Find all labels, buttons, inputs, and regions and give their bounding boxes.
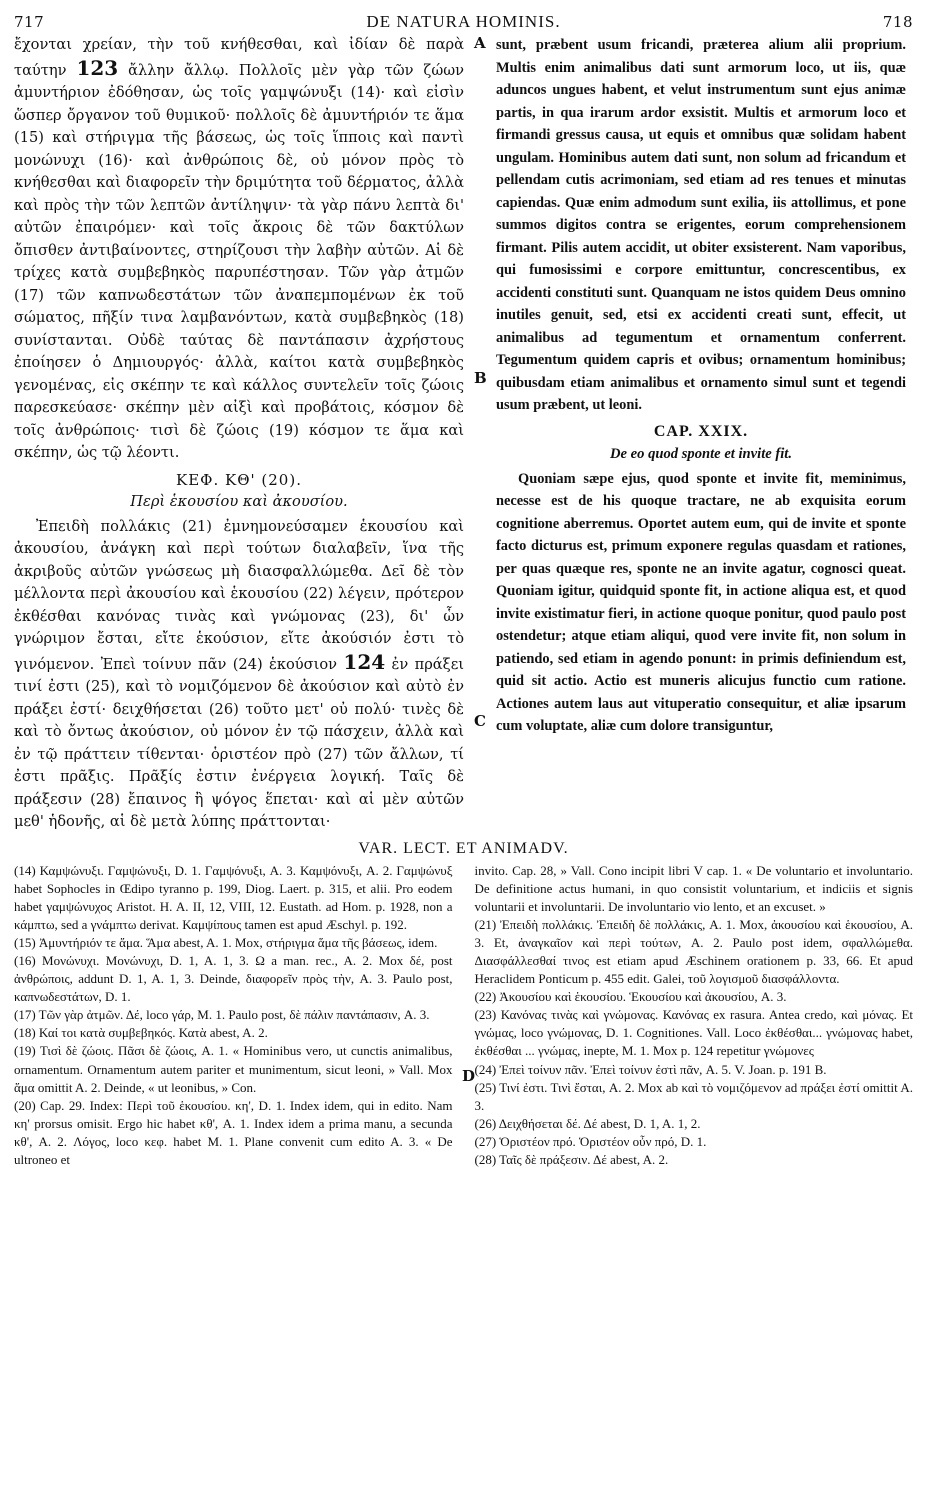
text-columns [14, 34, 913, 834]
left-page-number: 717 [14, 13, 45, 31]
note-23: (23) Κανόνας τινὰς καὶ γνώμονας. Κανόνας ex rasura. Antea credo, καὶ μόνας. Et γνώμας, loco γνώμονας, D. 1. Cognitiones. Vall. Loco ἐκθέσθαι... γνώμονας habet, ἐκθέσθαι ... γνώμας, inepte, M. 1. Mox p. 124 repetitur γνώμονες [474, 1007, 913, 1059]
note-19: (19) Τισὶ δὲ ζώοις. Πᾶσι δὲ ζώοις, A. 1. « Hominibus vero, ut cunctis animalibus, ornamentum. Ornamentum autem pariter et munimentum, sicut leoni, » Vall. Mox ἅμα omittit A. 2. Deinde, « ut leonibus, » Con. [14, 1043, 453, 1095]
margin-letter-a: A [474, 34, 486, 52]
greek-text-2b: ἐν πράξει τινί ἐστι (25), καὶ τὸ νομιζόμενον δὲ ἀκούσιον καὶ αὐτὸ ἐν πράξει ἐστί· δειχθήσεται (26) τοῦτο μετ' οὐ πολύ· τινὲς δὲ καὶ τὸ ὄντως ἀκούσιον, οὐ μόνον ἐν τῷ πάσχειν, ἀλλὰ καὶ ἐν τῷ πράττειν τίθενται· ὁριστέον πρὸ (27) τῶν ἄλλων, τί ἐστι πρᾶξις. Πρᾶξίς ἐστιν ἐνέργεια λογική. Ταῖς δὲ πράξεσιν (28) ἔπαινος ἢ ψόγος ἕπεται· καὶ αἱ μὲν αὐτῶν μεθ' ἡδονῆς, αἱ δὲ μετὰ λύπης πράττονται· [14, 655, 464, 830]
note-22: (22) Ἀκουσίου καὶ ἑκουσίου. Ἑκουσίου καὶ ἀκουσίου, A. 3. [474, 989, 787, 1005]
note-20: (20) Cap. 29. Index: Περὶ τοῦ ἑκουσίου. κη', D. 1. Index idem, qui in edito. Nam κη' prorsus omisit. Ergo hic habet κθ', A. 1. Index idem a prima manu, a secunda κθ', A. 2. Λόγος, loco κεφ. habet M. 1. Plane convenit cum edito A. 3. « De ultroneo et [14, 1097, 453, 1167]
note-14: (14) Καμψώνυξι. Γαμψώνυξι, D. 1. Γαμψόνυξι, A. 3. Καμψόνυξι, A. 2. Γαμψώνυξ habet Sophocles in Œdipo tyranno p. 199, Diog. Laert. p. 315, et alii. Pro eodem habet γαμψώνυχος Aristot. H. A. II, 12, VIII, 12. Eustath. ad Hom. p. 1928, non a κάμπτω, sed a γνάμπτω derivat. Καμψίπους tamen est apud Æschyl. p. 192. [14, 862, 453, 932]
note-24: (24) Ἐπεὶ τοίνυν πᾶν. Ἐπεὶ τοίνυν ἐστὶ πᾶν, A. 5. V. Joan. p. 191 B. [474, 1061, 827, 1077]
migne-column-number: 123 [76, 55, 119, 80]
running-head [14, 12, 913, 34]
margin-letter-c: C [474, 712, 486, 730]
greek-paragraph-2 [14, 516, 464, 834]
note-27: (27) Ὁριστέον πρό. Ὁριστέον οὖν πρό, D. 1. [474, 1133, 707, 1149]
notes-right-column [475, 862, 914, 1170]
notes-left-column [14, 862, 453, 1170]
page-title: DE NATURA HOMINIS. [366, 12, 561, 31]
latin-paragraph-1: sunt, præbent usum fricandi, præterea alium alii proprium. Multis enim animalibus dati sunt armorum loco, ut iis, quæ aduncos ungues habent, et velut instrumentum sunt ejus animæ partis, in qua irarum ardor exsistit. Multis et armorum loco et firmandi gressus causa, ut equis et omnibus quæ solidam habent ungulam. Hominibus autem dati sunt, non solum ad fricandum et pellendam cutis acrimoniam, sed etiam ad res tenues et minutas capiendas. Quæ enim admodum sunt exilia, iis attollimus, et pone summos digitos contra se erigentes, eorum comprehensionem firmant. Pilis autem accidit, ut obiter exsisterent. Nam vaporibus, qui fumosissimi e corpore emittuntur, concrescentibus, ex accidenti constituti sunt. Quanquam ne istos quidem Deus omnino inutiles genuit, sed, etsi ex accidenti creati sunt, effecit, ut animalibus ad tegumentum et ornamentum conferrent. Tegumentum quidem capris et ovibus; ornamentum hominibus; quibusdam etiam animalibus et ornamento simul sunt et tegendi usum præbent, ut leoni. [496, 37, 906, 413]
note-16: (16) Μονώνυχι. Μονώνυχι, D. 1, A. 1, 3. Ω a man. rec., A. 2. Mox δέ, post ἀνθρώποις, addunt D. 1, A. 1, 3. Deinde, διαφορεῖν πρὸς τὴν, A. 3. Paulo post, καπνωδεστάτων, D. 1. [14, 952, 453, 1005]
notes-section [14, 862, 913, 1170]
greek-text-1b: ἄλλην ἄλλῳ. Πολλοῖς μὲν γὰρ τῶν ζώων ἀμυντήριον ἐδόθησαν, ὡς τοῖς γαμψώνυξι (14)· καὶ εἰσὶν ὥσπερ ὄργανον τοῦ θυμικοῦ· πολλοῖς δὲ ἀμυντήριόν τε ἅμα (15) καὶ στήριγμα τῆς βάσεως, ὡς τοῖς ἵπποις καὶ παντὶ μονώνυχι (16)· καὶ ἀνθρώποις δὲ, οὐ μόνον πρὸς τὸ κνήθεσθαι καὶ διαφορεῖν τὴν δριμύτητα τοῦ δέρματος, ἀλλὰ καὶ πρὸς τὴν τῶν λεπτῶν ἀντίληψιν· τὰ γὰρ πάνυ λεπτὰ δι' αὐτῶν ἐπαιρόμεν· καὶ τοῖς ἄκροις δὲ τῶν δακτύλων ὄπισθεν ἀντιβαίνοντες, στηρίζουσι τὴν λαβὴν αὐτῶν. Αἱ δὲ τρίχες κατὰ συμβεβηκὸς παρυπέστησαν. Τῶν γὰρ ἀτμῶν (17) τῶν καπνωδεστάτων τῶν ἀναπεμπομένων ἐκ τοῦ σώματος, πῆξίν τινα λαμβανόντων, κατὰ συμβεβηκὸς (18) συνίστανται. Οὐδὲ ταύτας δὲ παντάπασιν ἀχρήστους ἐποίησεν ὁ Δημιουργός· ἀλλὰ, καίτοι κατὰ συμβεβηκὸς γενομένας, εἰς σκέπην τε καὶ κάλλος συντελεῖν τοῖς ζώοις παρεσκεύασε· σκέπην μὲν αἰξὶ καὶ προβάτοις, κόσμον δὲ τοῖς ἀνθρώποις· τισὶ δὲ ζώοις (19) κόσμον τε ἅμα καὶ σκέπην, ὡς τῷ λέοντι. [14, 61, 465, 461]
right-page-number: 718 [882, 13, 913, 31]
greek-text-2a: Ἐπειδὴ πολλάκις (21) ἐμνημονεύσαμεν ἑκουσίου καὶ ἀκουσίου, ἀνάγκη καὶ περὶ τούτων διαλαβεῖν, ἵνα τῆς ἀκριβοῦς αὐτῶν γνώσεως μὴ διασφαλλώμεθα. Δεῖ δὲ τὸν μέλλοντα περὶ ἀκουσίου καὶ ἑκουσίου (22) λέγειν, πρότερον ἐκθέσθαι κανόνας τινὰς καὶ γνώμονας (23), δι' ὧν γνώριμον ἔσται, εἴτε ἑκούσιον, εἴτε ἀκούσιόν ἐστι τὸ γινόμενον. Ἐπεὶ τοίνυν πᾶν (24) ἑκούσιον [14, 517, 464, 673]
latin-chapter-title: CAP. XXIX. [653, 422, 749, 440]
greek-chapter-subtitle: Περὶ ἑκουσίου καὶ ἀκουσίου. [130, 493, 348, 510]
greek-chapter-title: ΚΕΦ. ΚΘ' (20). [176, 470, 302, 489]
margin-letter-b: B [474, 369, 487, 387]
margin-letters [474, 34, 486, 834]
note-17: (17) Τῶν γὰρ ἀτμῶν. Δέ, loco γάρ, M. 1. Paulo post, δὲ πάλιν παντάπασιν, A. 3. [14, 1007, 430, 1023]
notes-header: VAR. LECT. ET ANIMADV. [358, 839, 569, 857]
latin-chapter-subtitle: De eo quod sponte et invite fit. [610, 446, 792, 462]
note-28: (28) Ταῖς δὲ πράξεσιν. Δέ abest, A. 2. [474, 1152, 669, 1167]
migne-column-number: 124 [343, 649, 386, 674]
latin-paragraph-2: Quoniam sæpe ejus, quod sponte et invite fit, meminimus, necesse est de his quoque tractare, ne ab exquisita eorum cognitione aberremus. Oportet autem eum, qui de invite et sponte facto dicturus est, primum exponere regulas quasdam et rationes, per quas quæque res, sponte ne an invite agatur, cognosci queat. Quoniam igitur, quidquid sponte fit, in actione aliqua est, et quod invite existimatur fieri, in actione quoque ponitur, quod paulo post ostendetur; atque etiam aliqui, quod vere invite fit, non solum in patiendo, sed etiam in agendo ponunt: in primis definiendum est, quid sit actio. Actio est muneris alicujus functio cum ratione. Actiones autem laus aut vituperatio consequitur, et aliæ ipsarum cum voluptate, aliæ cum dolore transiguntur, [496, 470, 906, 734]
greek-text-1a: ἔχονται χρείαν, τὴν τοῦ κνήθεσθαι, καὶ ἰδίαν δὲ παρὰ ταύτην [14, 36, 464, 79]
margin-letter-d: D [462, 1066, 476, 1085]
note-21: (21) Ἐπειδὴ πολλάκις. Ἐπειδὴ δὲ πολλάκις, A. 1. Mox, ἀκουσίου καὶ ἑκουσίου, A. 3. Et, ἀναγκαῖον καὶ περὶ τούτων, A. 2. Paulo post idem, σφαλλώμεθα. Διασφάλλεσθαί τινος est etiam apud Æschinem orationem p. 33, 66. Et apud Heraclidem Ponticum p. 455 edit. Galei, τοῦ λογισμοῦ διασφάλλοντα. [474, 916, 913, 987]
greek-paragraph-1 [14, 34, 464, 465]
note-15: (15) Ἀμυντήριόν τε ἅμα. Ἅμα abest, A. 1. Mox, στήριγμα ἅμα τῆς βάσεως, idem. [14, 934, 438, 950]
note-18: (18) Καί τοι κατὰ συμβεβηκός. Κατὰ abest, A. 2. [14, 1025, 268, 1041]
greek-column [14, 34, 464, 834]
note-26: (26) Δειχθήσεται δέ. Δέ abest, D. 1, A. 1, 2. [474, 1115, 701, 1131]
note-20-cont: invito. Cap. 28, » Vall. Cono incipit libri V cap. 1. « De voluntario et involuntario. De definitione actus humani, in quo consistit voluntarium, et indiciis et signis voluntarii et involuntarii. De involuntario vio lento, et an excuset. » [474, 862, 913, 914]
latin-column [496, 34, 906, 834]
note-25: (25) Τινί ἐστι. Τινὶ ἔσται, A. 2. Mox ab καὶ τὸ νομιζόμενον ad πράξει ἐστί omittit A. 3. [474, 1079, 913, 1113]
